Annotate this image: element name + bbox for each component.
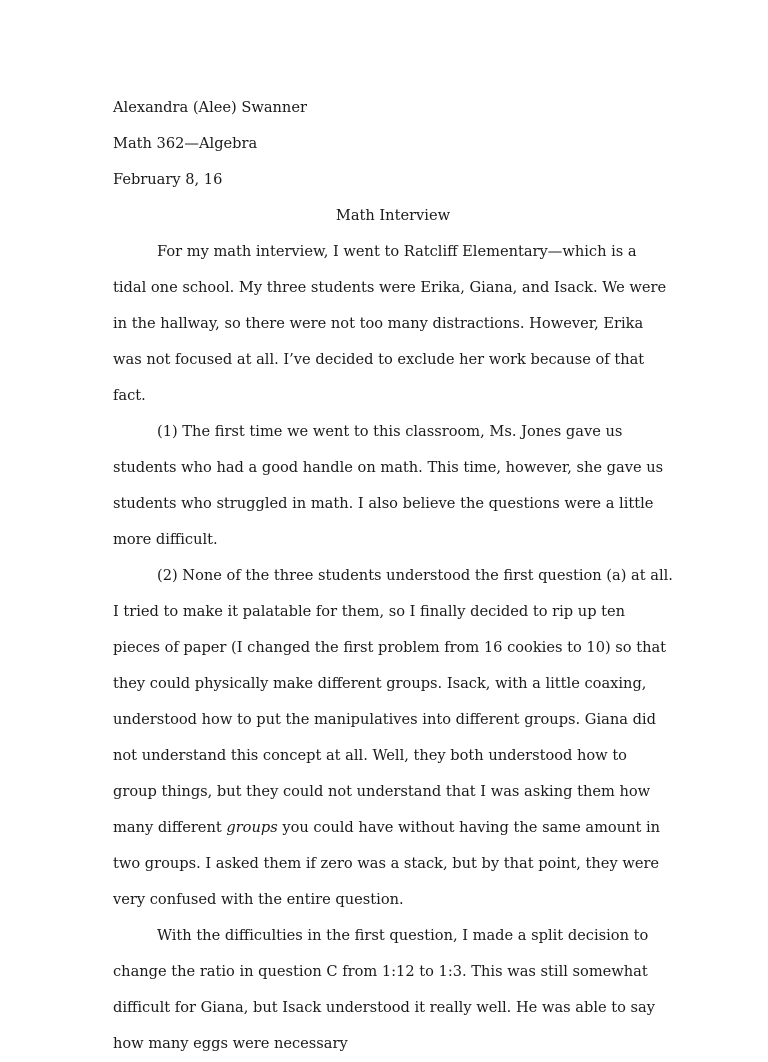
document-date: February 8, 16 (113, 171, 223, 188)
course-name: Math 362—Algebra (113, 135, 258, 152)
paragraph-4: With the difficulties in the first question, I made a split decision to change the ratio in question C from 1:12 to 1:3. This was still somewhat difficult for Giana, but Isack understood it really well. He was able to say how many eggs were necessary (113, 927, 655, 1052)
document-title: Math Interview (335, 207, 451, 224)
paragraph-1: For my math interview, I went to Ratcliff Elementary—which is a tidal one school. My three students were Erika, Giana, and Isack. We were in the hallway, so there were not too many distractions. However, Erika was not focused at all. I’ve decided to exclude her work because of that fact. (113, 243, 667, 404)
paragraph-3-text-b: you could have without having the same amount in two groups. I asked them if zero was a stack, but by that point, they were very confused with the entire question. (113, 819, 661, 908)
paragraph-2: (1) The first time we went to this classroom, Ms. Jones gave us students who had a good handle on math. This time, however, she gave us students who struggled in math. I also believe the questions were a little more difficult. (113, 423, 664, 548)
document-body (113, 90, 673, 1062)
author-name: Alexandra (Alee) Swanner (113, 99, 307, 116)
paragraph-3-emphasis: groups (226, 819, 278, 836)
paragraph-3-text-a: (2) None of the three students understood the first question (a) at all. I tried to make it palatable for them, so I finally decided to rip up ten pieces of paper (I changed the first problem from 16 cookies to 10) so that they could physically make different groups. Isack, with a little coaxing, understood how to put the manipulatives into different groups. Giana did not understand this concept at all. Well, they both understood how to group things, but they could not understand that I was asking them how many different (113, 567, 673, 836)
paragraph-3 (113, 558, 673, 918)
